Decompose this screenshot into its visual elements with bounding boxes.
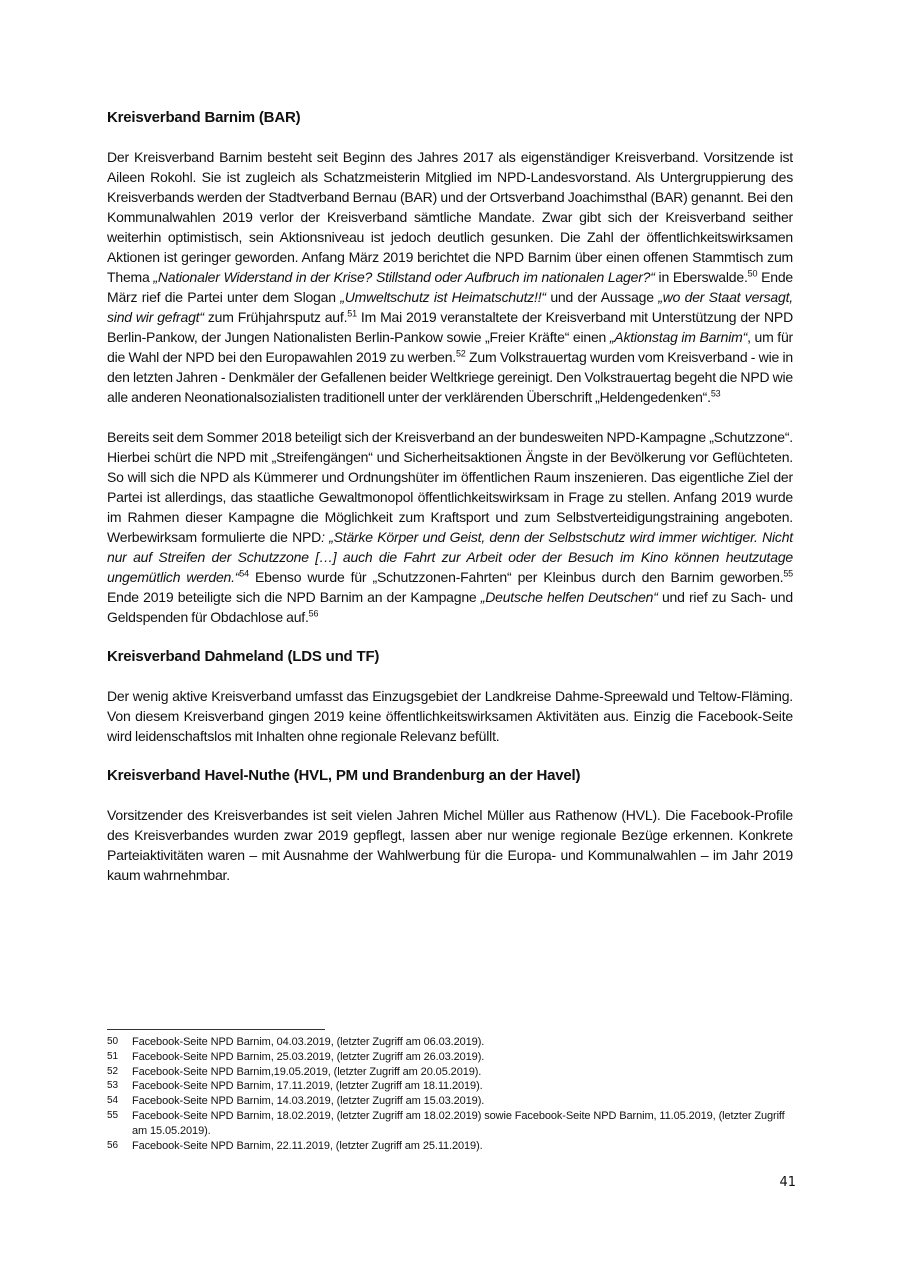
- emphasis-quote: „Deutsche helfen Deutschen“: [480, 589, 658, 605]
- footnote-ref: 53: [710, 388, 721, 399]
- text-run: Der Kreisverband Barnim besteht seit Beginn des Jahres 2017 als eigenständiger Kreisverband. Vorsitzende ist Aileen Rokohl. Sie ist zugleich als Schatzmeisterin Mitglied im NPD-Landesvorstand. Als Untergruppierung des Kreisverbands werden der Stadtverband Bernau (BAR) und der Ortsverband Joachimsthal (BAR) genannt. Bei den Kommunalwahlen 2019 verlor der Kreisverband sämtliche Mandate. Zwar gibt sich der Kreisverband seither weiterhin optimistisch, sein Aktionsniveau ist jedoch deutlich gesunken. Die Zahl der öffentlichkeitswirksamen Aktionen ist geringer geworden. Anfang März 2019 berichtet die NPD Barnim über einen offenen Stammtisch zum Thema: [107, 149, 793, 285]
- text-run: Bereits seit dem Sommer 2018 beteiligt sich der Kreisverband an der bundesweiten NPD-Kampagne „Schutzzone“. Hierbei schürt die NPD mit „Streifengängen“ und Sicherheitsaktionen Ängste in der Bevölkerung vor Geflüchteten. So will sich die NPD als Kümmerer und Ordnungshüter im öffentlichen Raum inszenieren. Das eigentliche Ziel der Partei ist allerdings, das staatliche Gewaltmonopol öffentlichkeitswirksam in Frage zu stellen. Anfang 2019 wurde im Rahmen dieser Kampagne die Möglichkeit zum Kraftsport und zum Selbstverteidigungstraining angeboten. Werbewirksam formulierte die NPD: [107, 429, 793, 545]
- footnote-text: Facebook-Seite NPD Barnim, 04.03.2019, (letzter Zugriff am 06.03.2019).: [132, 1036, 485, 1048]
- footnote-ref: 51: [347, 308, 357, 319]
- footnote-item: [107, 1035, 793, 1050]
- emphasis-quote: „Umweltschutz ist Heimatschutz!!“: [340, 289, 546, 305]
- text-run: Ebenso wurde für „Schutzzonen-Fahrten“ per Kleinbus durch den Barnim geworben.: [248, 569, 784, 585]
- footnote-text: Facebook-Seite NPD Barnim,19.05.2019, (letzter Zugriff am 20.05.2019).: [132, 1065, 482, 1078]
- footnote-number: 51: [107, 1050, 118, 1062]
- footnote-text: Facebook-Seite NPD Barnim, 17.11.2019, (letzter Zugriff am 18.11.2019).: [132, 1080, 483, 1093]
- footnote-text: Facebook-Seite NPD Barnim, 22.11.2019, (letzter Zugriff am 25.11.2019).: [132, 1139, 483, 1152]
- footnote-number: 50: [107, 1036, 118, 1047]
- text-run: Im Mai 2019 veranstaltete der Kreisverband mit Unterstützung der NPD Berlin-Pankow, der Jungen Nationalisten Berlin-Pankow sowie „Freier Kräfte“ einen: [107, 309, 793, 345]
- text-run: und der Aussage: [545, 289, 659, 305]
- text-run: und rief zu Sach- und Geldspenden für Obdachlose auf.: [107, 589, 793, 625]
- emphasis-quote: „Aktionstag im Barnim“: [609, 329, 748, 345]
- footnote-text: Facebook-Seite NPD Barnim, 18.02.2019, (letzter Zugriff am 18.02.2019) sowie Facebook-Seite NPD Barnim, 11.05.2019, (letzter Zugriff am 15.05.2019).: [132, 1109, 785, 1137]
- footnote-number: 55: [107, 1109, 118, 1121]
- footnote-item: [107, 1094, 793, 1109]
- emphasis-quote: : „Stärke Körper und Geist, denn der Selbstschutz wird immer wichtiger. Nicht nur auf Streifen der Schutzzone […] auch die Fahrt zur Arbeit oder der Besuch im Kino können heutzutage ungemütlich werden.“: [107, 529, 793, 585]
- text-run: Ende März rief die Partei unter dem Slogan: [107, 269, 793, 305]
- footnote-text: Facebook-Seite NPD Barnim, 14.03.2019, (letzter Zugriff am 15.03.2019).: [132, 1095, 485, 1108]
- footnote-ref: 52: [456, 348, 466, 359]
- footnote-item: [107, 1139, 793, 1154]
- section-heading: Kreisverband Barnim (BAR): [107, 109, 301, 126]
- body-content: [107, 108, 793, 885]
- emphasis-quote: „Nationaler Widerstand in der Krise? Stillstand oder Aufbruch im nationalen Lager?“: [153, 269, 655, 285]
- body-paragraph: [107, 805, 793, 885]
- footnote-item: [107, 1079, 793, 1094]
- footnote-item: [107, 1065, 793, 1080]
- body-paragraph: [107, 686, 793, 746]
- body-paragraph: [107, 427, 793, 627]
- footnote-number: 56: [107, 1139, 118, 1151]
- emphasis-quote: „wo der Staat versagt, sind wir gefragt“: [107, 289, 793, 325]
- footnote-item: [107, 1050, 793, 1065]
- text-run: Zum Volkstrauertag wurden vom Kreisverband - wie in den letzten Jahren - Denkmäler der Gefallenen beider Weltkriege gereinigt. Den Volkstrauertag begeht die NPD wie alle anderen Neonationalsozialisten traditionell unter der verklärenden Überschrift „Heldengedenken“.: [107, 349, 793, 405]
- footnote-ref: 54: [239, 568, 249, 579]
- footnote-ref: 55: [783, 568, 793, 579]
- footnote-number: 53: [107, 1080, 118, 1092]
- footnote-ref: 56: [308, 608, 319, 619]
- footnote-separator: [107, 1029, 325, 1030]
- text-run: Vorsitzender des Kreisverbandes ist seit vielen Jahren Michel Müller aus Rathenow (HVL). Die Facebook-Profile des Kreisverbandes wurden zwar 2019 gepflegt, lassen aber nur wenige regionale Bezüge erkennen. Konkrete Parteiaktivitäten waren – mit Ausnahme der Wahlwerbung für die Europa- und Kommunalwahlen – im Jahr 2019 kaum wahrnehmbar.: [107, 807, 793, 883]
- text-run: zum Frühjahrsputz auf.: [203, 309, 348, 325]
- footnote-ref: 50: [747, 268, 758, 279]
- text-run: in Eberswalde.: [654, 269, 748, 285]
- page-number: 41: [779, 1175, 796, 1190]
- footnote-item: [107, 1109, 793, 1139]
- footnotes: [107, 1035, 793, 1153]
- text-run: , um für die Wahl der NPD bei den Europawahlen 2019 zu werben.: [107, 329, 793, 365]
- section-heading: Kreisverband Dahmeland (LDS und TF): [107, 648, 380, 665]
- footnote-number: 52: [107, 1065, 118, 1077]
- body-paragraph: [107, 147, 793, 407]
- footnote-number: 54: [107, 1095, 118, 1107]
- section-heading: Kreisverband Havel-Nuthe (HVL, PM und Brandenburg an der Havel): [107, 767, 581, 784]
- text-run: Der wenig aktive Kreisverband umfasst das Einzugsgebiet der Landkreise Dahme-Spreewald und Teltow-Fläming. Von diesem Kreisverband gingen 2019 keine öffentlichkeitswirksamen Aktivitäten aus. Einzig die Facebook-Seite wird leidenschaftslos mit Inhalten ohne regionale Relevanz befüllt.: [107, 688, 793, 744]
- footnote-text: Facebook-Seite NPD Barnim, 25.03.2019, (letzter Zugriff am 26.03.2019).: [132, 1050, 485, 1063]
- text-run: Ende 2019 beteiligte sich die NPD Barnim an der Kampagne: [107, 589, 481, 605]
